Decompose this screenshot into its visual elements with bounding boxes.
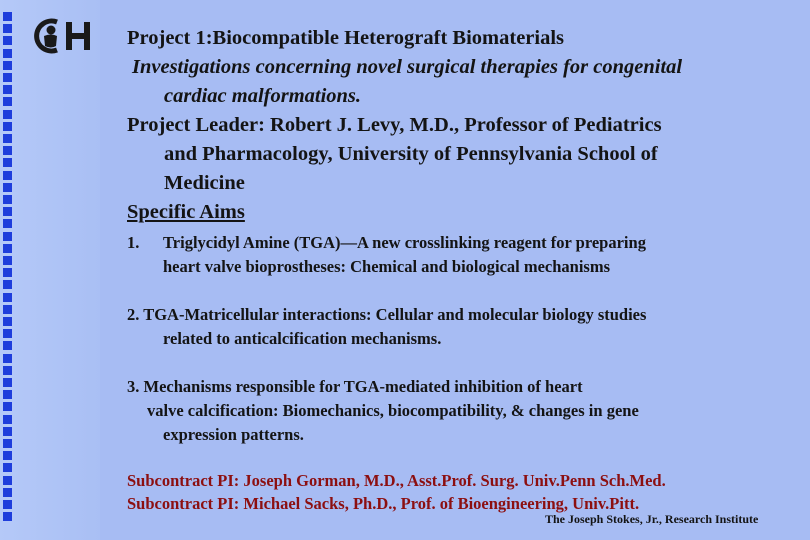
- decorative-square: [3, 122, 12, 131]
- decorative-square: [3, 415, 12, 424]
- decorative-square: [3, 256, 12, 265]
- chop-logo-icon: [30, 14, 94, 58]
- decorative-square: [3, 146, 12, 155]
- footer-institute: The Joseph Stokes, Jr., Research Institute: [545, 512, 759, 526]
- aim-2-line-1: 2. TGA-Matricellular interactions: Cellular and molecular biology studies: [127, 305, 647, 324]
- decorative-square: [3, 378, 12, 387]
- square-column: [3, 12, 15, 532]
- subcontracts: [127, 469, 797, 515]
- decorative-square: [3, 402, 12, 411]
- decorative-square: [3, 280, 12, 289]
- decorative-square: [3, 134, 12, 143]
- left-decorative-strip: [0, 0, 100, 540]
- specific-aims-heading: Specific Aims: [127, 201, 245, 223]
- decorative-square: [3, 61, 12, 70]
- aim-1-line-1: Triglycidyl Amine (TGA)—A new crosslinking reagent for preparing: [163, 233, 646, 252]
- decorative-square: [3, 439, 12, 448]
- decorative-square: [3, 366, 12, 375]
- decorative-square: [3, 12, 12, 21]
- aim-3-line-2: valve calcification: Biomechanics, biocompatibility, & changes in gene: [147, 401, 639, 420]
- decorative-square: [3, 305, 12, 314]
- decorative-square: [3, 341, 12, 350]
- project-leader-line-1: Project Leader: Robert J. Levy, M.D., Professor of Pediatrics: [127, 114, 662, 136]
- decorative-square: [3, 171, 12, 180]
- decorative-square: [3, 97, 12, 106]
- decorative-square: [3, 36, 12, 45]
- decorative-square: [3, 317, 12, 326]
- decorative-square: [3, 476, 12, 485]
- decorative-square: [3, 268, 12, 277]
- decorative-square: [3, 49, 12, 58]
- decorative-square: [3, 219, 12, 228]
- decorative-square: [3, 500, 12, 509]
- decorative-square: [3, 293, 12, 302]
- subtitle-line-2: cardiac malformations.: [164, 85, 362, 107]
- decorative-square: [3, 195, 12, 204]
- aim-1-line-2: heart valve bioprostheses: Chemical and biological mechanisms: [163, 257, 611, 276]
- decorative-square: [3, 183, 12, 192]
- decorative-square: [3, 488, 12, 497]
- project-leader-line-3: Medicine: [164, 172, 245, 194]
- aim-3-line-1: 3. Mechanisms responsible for TGA-mediated inhibition of heart: [127, 377, 583, 396]
- decorative-square: [3, 512, 12, 521]
- decorative-square: [3, 354, 12, 363]
- subcontract-pi-1: Subcontract PI: Joseph Gorman, M.D., Asst.Prof. Surg. Univ.Penn Sch.Med.: [127, 471, 666, 490]
- decorative-square: [3, 232, 12, 241]
- decorative-square: [3, 329, 12, 338]
- decorative-square: [3, 244, 12, 253]
- project-leader-line-2: and Pharmacology, University of Pennsylvania School of: [164, 143, 658, 165]
- decorative-square: [3, 158, 12, 167]
- aim-1-number: 1.: [127, 233, 140, 252]
- subcontract-pi-2: Subcontract PI: Michael Sacks, Ph.D., Prof. of Bioengineering, Univ.Pitt.: [127, 494, 640, 513]
- decorative-square: [3, 85, 12, 94]
- aim-3-line-3: expression patterns.: [163, 425, 304, 444]
- slide-content: [127, 24, 797, 515]
- decorative-square: [3, 207, 12, 216]
- subtitle-line-1: Investigations concerning novel surgical therapies for congenital: [132, 56, 683, 78]
- project-title: Project 1:Biocompatible Heterograft Biomaterials: [127, 27, 565, 49]
- decorative-square: [3, 427, 12, 436]
- decorative-square: [3, 110, 12, 119]
- decorative-square: [3, 463, 12, 472]
- decorative-square: [3, 390, 12, 399]
- decorative-square: [3, 451, 12, 460]
- aim-2-line-2: related to anticalcification mechanisms.: [163, 329, 442, 348]
- aim-1: [127, 231, 797, 255]
- decorative-square: [3, 73, 12, 82]
- decorative-square: [3, 24, 12, 33]
